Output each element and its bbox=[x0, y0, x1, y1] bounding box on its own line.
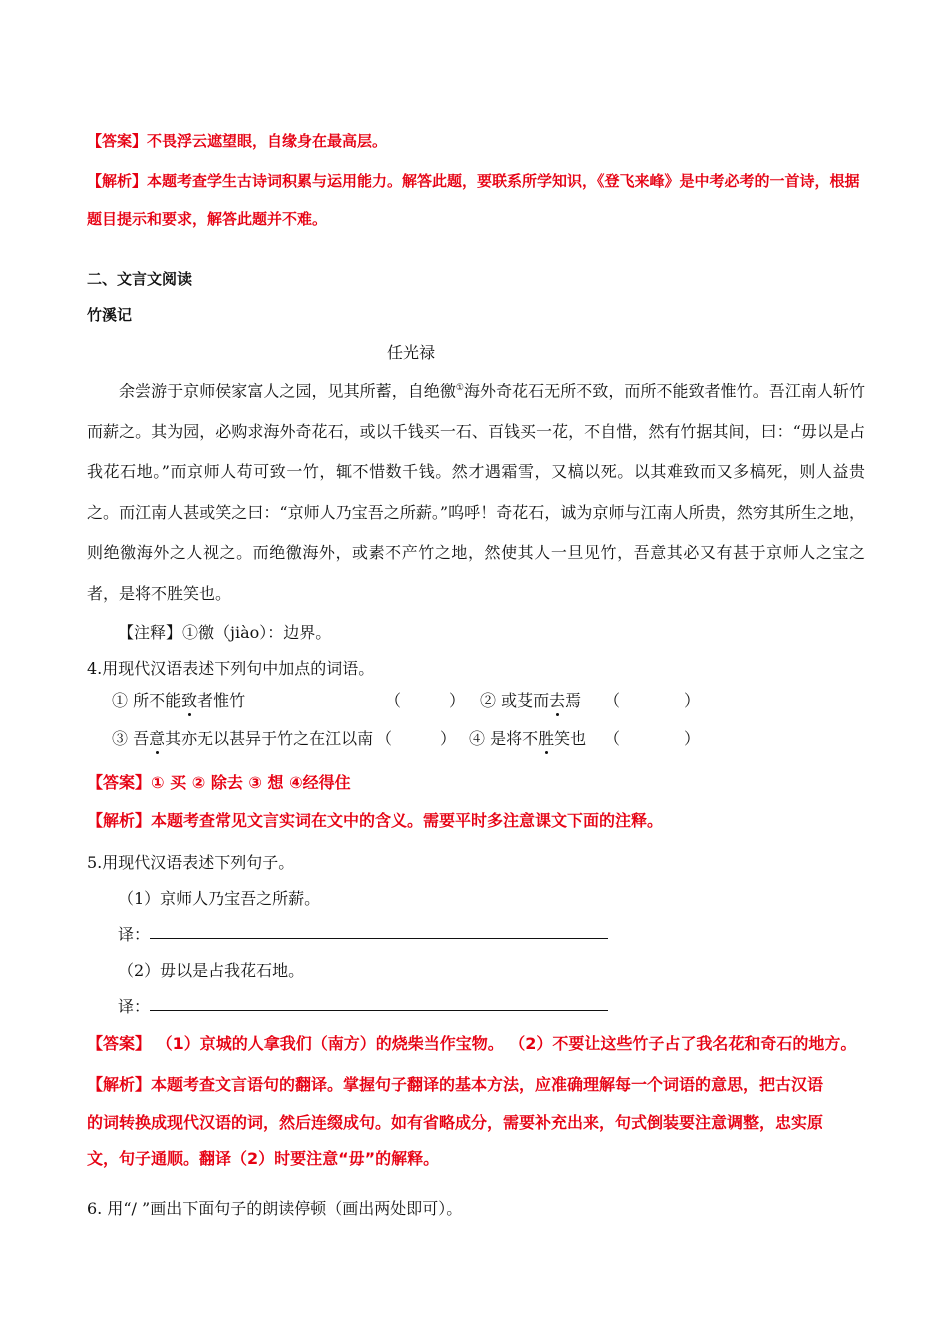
answer-label: 【答案】 bbox=[87, 773, 152, 792]
q5-item1: （1）京师人乃宝吾之所薪。 bbox=[118, 889, 321, 908]
q4-item3: ③ 吾意其亦无以甚异于竹之在江以南 bbox=[112, 729, 374, 748]
q3-analysis-line1: 【解析】本题考查学生古诗词积累与运用能力。解答此题，要联系所学知识，《登飞来峰》是中考必考的一首诗，根据 bbox=[87, 172, 860, 190]
q4-item4: ④ 是将不胜笑也 bbox=[469, 729, 587, 748]
answer-text: ① 买 ② 除去 ③ 想 ④经得住 bbox=[151, 773, 351, 792]
q4-item1: ① 所不能致者惟竹 bbox=[112, 691, 246, 710]
q4-question: 4.用现代汉语表述下列句中加点的词语。 bbox=[87, 659, 375, 678]
q4-item2-blank: （ ） bbox=[604, 691, 701, 710]
q5-item2: （2）毋以是占我花石地。 bbox=[118, 961, 305, 980]
q4-item1-blank: （ ） bbox=[385, 691, 466, 710]
answer-text: 不畏浮云遮望眼，自缘身在最高层。 bbox=[147, 132, 388, 150]
essay-note: 【注释】①徼（jiào）：边界。 bbox=[118, 623, 332, 642]
analysis-label: 【解析】 bbox=[87, 1075, 152, 1094]
q6-question: 6. 用“/ ”画出下面句子的朗读停顿（画出两处即可）。 bbox=[87, 1199, 463, 1218]
q5-analysis-line1: 【解析】本题考查文言语句的翻译。掌握句子翻译的基本方法，应准确理解每一个词语的意思，把古汉语 bbox=[87, 1075, 824, 1094]
analysis-label: 【解析】 bbox=[87, 811, 152, 830]
q4-item3-blank: （ ） bbox=[376, 729, 457, 748]
q4-item4-blank: （ ） bbox=[604, 729, 701, 748]
q5-trans2-line[interactable] bbox=[150, 1010, 608, 1011]
q5-trans2-label: 译： bbox=[118, 997, 151, 1016]
q4-item2: ② 或芟而去焉 bbox=[480, 691, 582, 710]
q5-trans1-label: 译： bbox=[118, 925, 151, 944]
section-title: 二、文言文阅读 bbox=[87, 270, 193, 288]
footnote-mark: ① bbox=[455, 383, 464, 393]
answer-label: 【答案】 bbox=[87, 1034, 152, 1053]
essay-paragraph: 余尝游于京师侯家富人之园，见其所蓄，自绝徼①海外奇花石无所不致，而所不能致者惟竹。吾江南人斩竹而薪之。其为园，必购求海外奇花石，或以千钱买一石、百钱买一花，不自惜，然有竹据其间，曰：“毋以是占我花石地。”而京师人苟可致一竹，辄不惜数千钱。然才遇霜雪，又槁以死。以其难致而又多槁死，则人益贵之。而江南人甚或笑之曰：“京师人乃宝吾之所薪。”呜呼！奇花石，诚为京师与江南人所贵，然穷其所生之地，则绝徼海外之人视之。而绝徼海外，或素不产竹之地，然使其人一旦见竹，吾意其必又有甚于京师人之宝之者，是将不胜笑也。 bbox=[87, 381, 865, 603]
essay-title: 竹溪记 bbox=[87, 306, 133, 324]
q5-trans1-line[interactable] bbox=[150, 938, 608, 939]
answer-text: （1）京城的人拿我们（南方）的烧柴当作宝物。 （2）不要让这些竹子占了我名花和奇石的地方。 bbox=[151, 1034, 857, 1053]
q4-answer bbox=[87, 770, 351, 793]
q5-question: 5.用现代汉语表述下列句子。 bbox=[87, 853, 295, 872]
q5-answer bbox=[87, 1031, 856, 1054]
analysis-label: 【解析】 bbox=[87, 172, 148, 190]
essay-author: 任光禄 bbox=[387, 343, 436, 362]
q3-answer bbox=[87, 130, 387, 151]
q3-analysis-line2: 题目提示和要求，解答此题并不难。 bbox=[87, 210, 328, 228]
q5-analysis-line3: 文，句子通顺。翻译（2）时要注意“毋”的解释。 bbox=[87, 1149, 440, 1168]
q4-analysis: 【解析】本题考查常见文言实词在文中的含义。需要平时多注意课文下面的注释。 bbox=[87, 811, 664, 830]
q5-analysis-line2: 的词转换成现代汉语的词，然后连缀成句。如有省略成分，需要补充出来，句式倒装要注意调整，忠实原 bbox=[87, 1113, 824, 1132]
answer-label: 【答案】 bbox=[87, 132, 148, 150]
